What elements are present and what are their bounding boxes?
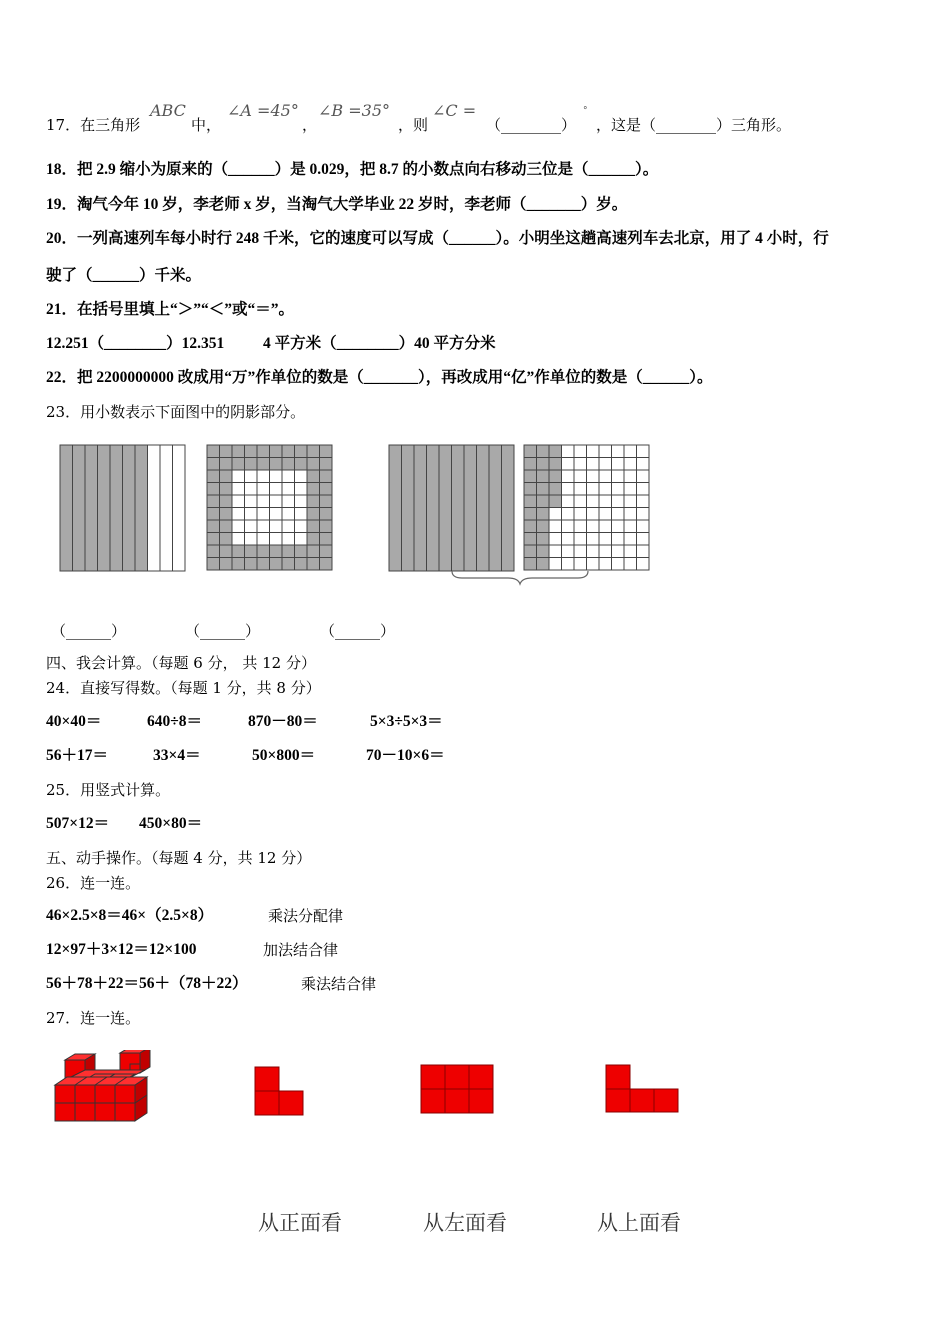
- grid-cell: [257, 508, 270, 521]
- grid-cell: [549, 445, 562, 458]
- grid-cell: [562, 495, 575, 508]
- grid-cell: [537, 495, 550, 508]
- grid-cell: [537, 533, 550, 546]
- grid-cell: [549, 558, 562, 571]
- strip: [389, 445, 402, 571]
- grid-cell: [549, 508, 562, 521]
- grid-cell: [574, 470, 587, 483]
- grid-cell: [637, 445, 650, 458]
- grid-cell: [245, 508, 258, 521]
- grid-cell: [574, 458, 587, 471]
- grid-cell: [524, 533, 537, 546]
- grid-cell: [245, 458, 258, 471]
- grid-cell: [524, 545, 537, 558]
- grid-cell: [549, 458, 562, 471]
- grid-cell: [320, 445, 333, 458]
- label-top-view[interactable]: 从上面看: [597, 1211, 681, 1235]
- q17-then: ，则: [398, 116, 429, 134]
- grid-cell: [270, 533, 283, 546]
- strip: [452, 445, 465, 571]
- grid-cell: [232, 470, 245, 483]
- grid-cell: [574, 483, 587, 496]
- grid-cell: [637, 558, 650, 571]
- q23-blank-3[interactable]: （______）: [320, 622, 396, 640]
- grid-cell: [220, 508, 233, 521]
- grid-cell: [220, 558, 233, 571]
- grid-cell: [537, 520, 550, 533]
- strip: [135, 445, 148, 571]
- grid-cell: [562, 445, 575, 458]
- q22: 22．把 2200000000 改成用“万”作单位的数是（_______），再改成用“亿”作单位的数是（______）。: [46, 369, 713, 386]
- strip: [110, 445, 123, 571]
- q17-blank1[interactable]: （________）: [486, 116, 577, 134]
- grid-cell: [537, 558, 550, 571]
- q19: 19．淘气今年 10 岁，李老师 x 岁，当淘气大学毕业 22 岁时，李老师（_______）岁。: [46, 196, 628, 213]
- grid-cell: [587, 458, 600, 471]
- figure-strips-2: [387, 443, 517, 575]
- view-shape-l-small[interactable]: [253, 1065, 308, 1117]
- grid-cell: [220, 458, 233, 471]
- q17-comma: ，: [302, 116, 318, 134]
- grid-cell: [282, 470, 295, 483]
- grid-cell: [637, 520, 650, 533]
- grid-cell: [257, 445, 270, 458]
- grid-cell: [587, 520, 600, 533]
- grid-cell: [624, 445, 637, 458]
- grid-cell: [232, 508, 245, 521]
- q26-right-3[interactable]: 乘法结合律: [301, 975, 377, 993]
- grid-cell: [549, 495, 562, 508]
- grid-cell: [624, 533, 637, 546]
- grid-cell: [537, 470, 550, 483]
- strip: [502, 445, 515, 571]
- grid-cell: [320, 520, 333, 533]
- grid-cell: [220, 533, 233, 546]
- q23-blank-2[interactable]: （______）: [185, 622, 261, 640]
- grid-cell: [220, 495, 233, 508]
- grid-cell: [307, 470, 320, 483]
- strip: [73, 445, 86, 571]
- strip: [427, 445, 440, 571]
- section-4: 四、我会计算。（每题 6 分， 共 12 分）: [46, 654, 316, 672]
- grid-cell: [307, 483, 320, 496]
- q24-r1-1: 40×40＝: [46, 713, 102, 730]
- grid-cell: [637, 545, 650, 558]
- grid-cell: [574, 558, 587, 571]
- grid-cell: [587, 545, 600, 558]
- grid-cell: [232, 445, 245, 458]
- grid-cell: [320, 508, 333, 521]
- grid-cell: [245, 545, 258, 558]
- q18: 18．把 2.9 缩小为原来的（______）是 0.029，把 8.7 的小数点向右移动三位是（______）。: [46, 161, 659, 178]
- strip: [60, 445, 73, 571]
- q21: 21．在括号里填上“＞”“＜”或“＝”。: [46, 301, 295, 318]
- grid-cell: [587, 470, 600, 483]
- q23-blank-1[interactable]: （______）: [51, 622, 127, 640]
- grid-cell: [282, 508, 295, 521]
- grid-cell: [587, 533, 600, 546]
- grid-cell: [574, 520, 587, 533]
- strip: [439, 445, 452, 571]
- grid-cell: [562, 533, 575, 546]
- grid-cell: [599, 495, 612, 508]
- grid-cell: [295, 520, 308, 533]
- grid-cell: [207, 445, 220, 458]
- grid-cell: [257, 495, 270, 508]
- grid-cell: [320, 495, 333, 508]
- grid-cell: [245, 470, 258, 483]
- q26-left-2[interactable]: 12×97＋3×12＝12×100: [46, 941, 197, 958]
- strip: [160, 445, 173, 571]
- grid-cell: [637, 458, 650, 471]
- grid-cell: [232, 533, 245, 546]
- grid-cell: [245, 495, 258, 508]
- grid-cell: [270, 483, 283, 496]
- grid-cell: [207, 470, 220, 483]
- grid-cell: [537, 458, 550, 471]
- grid-cell: [295, 483, 308, 496]
- angle-c: ∠C =: [432, 101, 477, 120]
- grid-cell: [220, 520, 233, 533]
- grid-cell: [207, 545, 220, 558]
- grid-cell: [295, 445, 308, 458]
- grid-cell: [232, 495, 245, 508]
- grid-cell: [232, 458, 245, 471]
- grid-cell: [599, 545, 612, 558]
- grid-cell: [549, 545, 562, 558]
- strip: [402, 445, 415, 571]
- grid-cell: [524, 558, 537, 571]
- grid-cell: [232, 558, 245, 571]
- grid-cell: [270, 508, 283, 521]
- grid-cell: [295, 545, 308, 558]
- grid-cell: [562, 520, 575, 533]
- view-shape-rect[interactable]: [419, 1063, 496, 1117]
- grid-cell: [524, 495, 537, 508]
- strip: [123, 445, 136, 571]
- grid-cell: [307, 520, 320, 533]
- grid-cell: [562, 470, 575, 483]
- figure-grid-1: [205, 443, 335, 575]
- grid-cell: [282, 558, 295, 571]
- grid-cell: [587, 508, 600, 521]
- grid-cell: [612, 445, 625, 458]
- grid-cell: [624, 470, 637, 483]
- grid-cell: [587, 445, 600, 458]
- grid-cell: [282, 445, 295, 458]
- q24-r2-3: 50×800＝: [252, 747, 316, 764]
- grid-cell: [612, 458, 625, 471]
- q26-left-3[interactable]: 56＋78＋22＝56＋（78＋22）: [46, 975, 248, 992]
- q24-r2-1: 56＋17＝: [46, 747, 109, 764]
- grid-cell: [549, 533, 562, 546]
- grid-cell: [574, 495, 587, 508]
- strip: [85, 445, 98, 571]
- grid-cell: [612, 520, 625, 533]
- grid-cell: [320, 545, 333, 558]
- grid-cell: [257, 545, 270, 558]
- grid-cell: [270, 445, 283, 458]
- grid-cell: [524, 508, 537, 521]
- strip: [414, 445, 427, 571]
- grid-cell: [295, 558, 308, 571]
- grid-cell: [307, 495, 320, 508]
- grid-cell: [637, 533, 650, 546]
- grid-cell: [207, 458, 220, 471]
- q24-r1-4: 5×3÷5×3＝: [370, 713, 443, 730]
- q26: 26．连一连。: [46, 874, 141, 892]
- q26-left-1[interactable]: 46×2.5×8＝46×（2.5×8）: [46, 907, 214, 924]
- q17-degree: °: [583, 106, 588, 116]
- grid-cell: [599, 483, 612, 496]
- q20-line1: 20．一列高速列车每小时行 248 千米，它的速度可以写成（______）。小明坐这趟高速列车去北京，用了 4 小时，行: [46, 230, 829, 247]
- grid-cell: [562, 545, 575, 558]
- grid-cell: [574, 533, 587, 546]
- q24-r2-2: 33×4＝: [153, 747, 201, 764]
- triangle-abc: ABC: [150, 101, 186, 120]
- grid-cell: [282, 520, 295, 533]
- grid-cell: [307, 445, 320, 458]
- figure-strips-1: [58, 443, 188, 575]
- grid-cell: [624, 520, 637, 533]
- grid-cell: [624, 545, 637, 558]
- grid-cell: [282, 458, 295, 471]
- grid-cell: [624, 458, 637, 471]
- grid-cell: [270, 545, 283, 558]
- grid-cell: [207, 520, 220, 533]
- angle-a: ∠A =45°: [227, 101, 299, 120]
- grid-cell: [257, 520, 270, 533]
- q17-prefix: 17．在三角形: [46, 116, 141, 134]
- grid-cell: [562, 483, 575, 496]
- grid-cell: [257, 458, 270, 471]
- grid-cell: [524, 458, 537, 471]
- grid-cell: [637, 483, 650, 496]
- grid-cell: [549, 483, 562, 496]
- grid-cell: [282, 483, 295, 496]
- grid-cell: [307, 558, 320, 571]
- grid-cell: [295, 533, 308, 546]
- strip: [489, 445, 502, 571]
- grid-cell: [232, 520, 245, 533]
- grid-cell: [637, 495, 650, 508]
- grid-cell: [220, 470, 233, 483]
- grid-cell: [320, 533, 333, 546]
- q24-r1-3: 870－80＝: [248, 713, 318, 730]
- grid-cell: [232, 483, 245, 496]
- q27: 27．连一连。: [46, 1009, 141, 1027]
- grid-cell: [207, 495, 220, 508]
- grid-cell: [320, 470, 333, 483]
- grid-cell: [637, 508, 650, 521]
- grid-cell: [220, 545, 233, 558]
- strip: [477, 445, 490, 571]
- grid-cell: [282, 495, 295, 508]
- grid-cell: [612, 508, 625, 521]
- grid-cell: [624, 495, 637, 508]
- strip: [148, 445, 161, 571]
- grid-cell: [307, 545, 320, 558]
- q25-item-2: 450×80＝: [139, 815, 203, 832]
- grid-cell: [599, 533, 612, 546]
- grid-cell: [574, 508, 587, 521]
- grid-cell: [245, 483, 258, 496]
- grid-cell: [207, 558, 220, 571]
- grid-cell: [537, 445, 550, 458]
- grid-cell: [257, 533, 270, 546]
- grid-cell: [612, 545, 625, 558]
- grid-cell: [624, 558, 637, 571]
- grid-cell: [587, 558, 600, 571]
- cube-solid-3d[interactable]: [52, 1050, 152, 1125]
- grid-cell: [257, 483, 270, 496]
- grid-cell: [282, 545, 295, 558]
- q25: 25．用竖式计算。: [46, 781, 171, 799]
- q26-right-1[interactable]: 乘法分配律: [268, 907, 344, 925]
- label-front-view[interactable]: 从正面看: [258, 1211, 342, 1235]
- figure-grid-2: [522, 443, 652, 575]
- grid-cell: [207, 508, 220, 521]
- grid-cell: [524, 483, 537, 496]
- grid-cell: [574, 545, 587, 558]
- grid-cell: [562, 508, 575, 521]
- grid-cell: [282, 533, 295, 546]
- grid-cell: [587, 495, 600, 508]
- grid-cell: [232, 545, 245, 558]
- grid-cell: [245, 558, 258, 571]
- grid-cell: [599, 458, 612, 471]
- grid-cell: [270, 495, 283, 508]
- grid-cell: [612, 483, 625, 496]
- grid-cell: [549, 470, 562, 483]
- grid-cell: [207, 483, 220, 496]
- grid-cell: [599, 445, 612, 458]
- grid-cell: [220, 483, 233, 496]
- grid-cell: [599, 470, 612, 483]
- q25-item-1: 507×12＝: [46, 815, 110, 832]
- grid-cell: [207, 533, 220, 546]
- grid-cell: [537, 508, 550, 521]
- grid-cell: [524, 445, 537, 458]
- strip: [173, 445, 186, 571]
- q21-item-1: 12.251（________）12.351: [46, 335, 225, 352]
- q17-zhong: 中，: [191, 116, 222, 134]
- grid-cell: [307, 533, 320, 546]
- grid-cell: [612, 558, 625, 571]
- grid-cell: [257, 470, 270, 483]
- grid-cell: [624, 508, 637, 521]
- grid-cell: [549, 520, 562, 533]
- grid-cell: [624, 483, 637, 496]
- grid-cell: [320, 558, 333, 571]
- section-5: 五、动手操作。（每题 4 分，共 12 分）: [46, 849, 312, 867]
- grid-cell: [599, 558, 612, 571]
- grid-cell: [307, 508, 320, 521]
- q20-line2: 驶了（______）千米。: [46, 267, 202, 284]
- q21-item-2: 4 平方米（________）40 平方分米: [263, 335, 496, 352]
- brace: [450, 570, 590, 586]
- grid-cell: [295, 495, 308, 508]
- grid-cell: [637, 470, 650, 483]
- grid-cell: [612, 495, 625, 508]
- strip: [464, 445, 477, 571]
- grid-cell: [270, 520, 283, 533]
- strip: [98, 445, 111, 571]
- label-left-view[interactable]: 从左面看: [423, 1211, 507, 1235]
- grid-cell: [220, 445, 233, 458]
- grid-cell: [295, 458, 308, 471]
- grid-cell: [587, 483, 600, 496]
- grid-cell: [562, 458, 575, 471]
- grid-cell: [307, 458, 320, 471]
- grid-cell: [270, 470, 283, 483]
- grid-cell: [270, 558, 283, 571]
- grid-cell: [599, 508, 612, 521]
- grid-cell: [295, 508, 308, 521]
- grid-cell: [257, 558, 270, 571]
- grid-cell: [562, 558, 575, 571]
- grid-cell: [537, 483, 550, 496]
- grid-cell: [574, 445, 587, 458]
- grid-cell: [524, 470, 537, 483]
- grid-cell: [612, 533, 625, 546]
- grid-cell: [245, 445, 258, 458]
- grid-cell: [524, 520, 537, 533]
- grid-cell: [245, 533, 258, 546]
- view-shape-l-long[interactable]: [604, 1063, 682, 1115]
- grid-cell: [270, 458, 283, 471]
- grid-cell: [599, 520, 612, 533]
- grid-cell: [537, 545, 550, 558]
- grid-cell: [320, 458, 333, 471]
- grid-cell: [295, 470, 308, 483]
- q24-r1-2: 640÷8＝: [147, 713, 203, 730]
- grid-cell: [320, 483, 333, 496]
- q24: 24．直接写得数。（每题 1 分，共 8 分）: [46, 679, 321, 697]
- angle-b: ∠B =35°: [318, 101, 391, 120]
- grid-cell: [245, 520, 258, 533]
- q23: 23．用小数表示下面图中的阴影部分。: [46, 403, 306, 421]
- q24-r2-4: 70－10×6＝: [366, 747, 445, 764]
- q26-right-2[interactable]: 加法结合律: [263, 941, 339, 959]
- grid-cell: [612, 470, 625, 483]
- q17-suffix: ，这是（________）三角形。: [596, 116, 792, 134]
